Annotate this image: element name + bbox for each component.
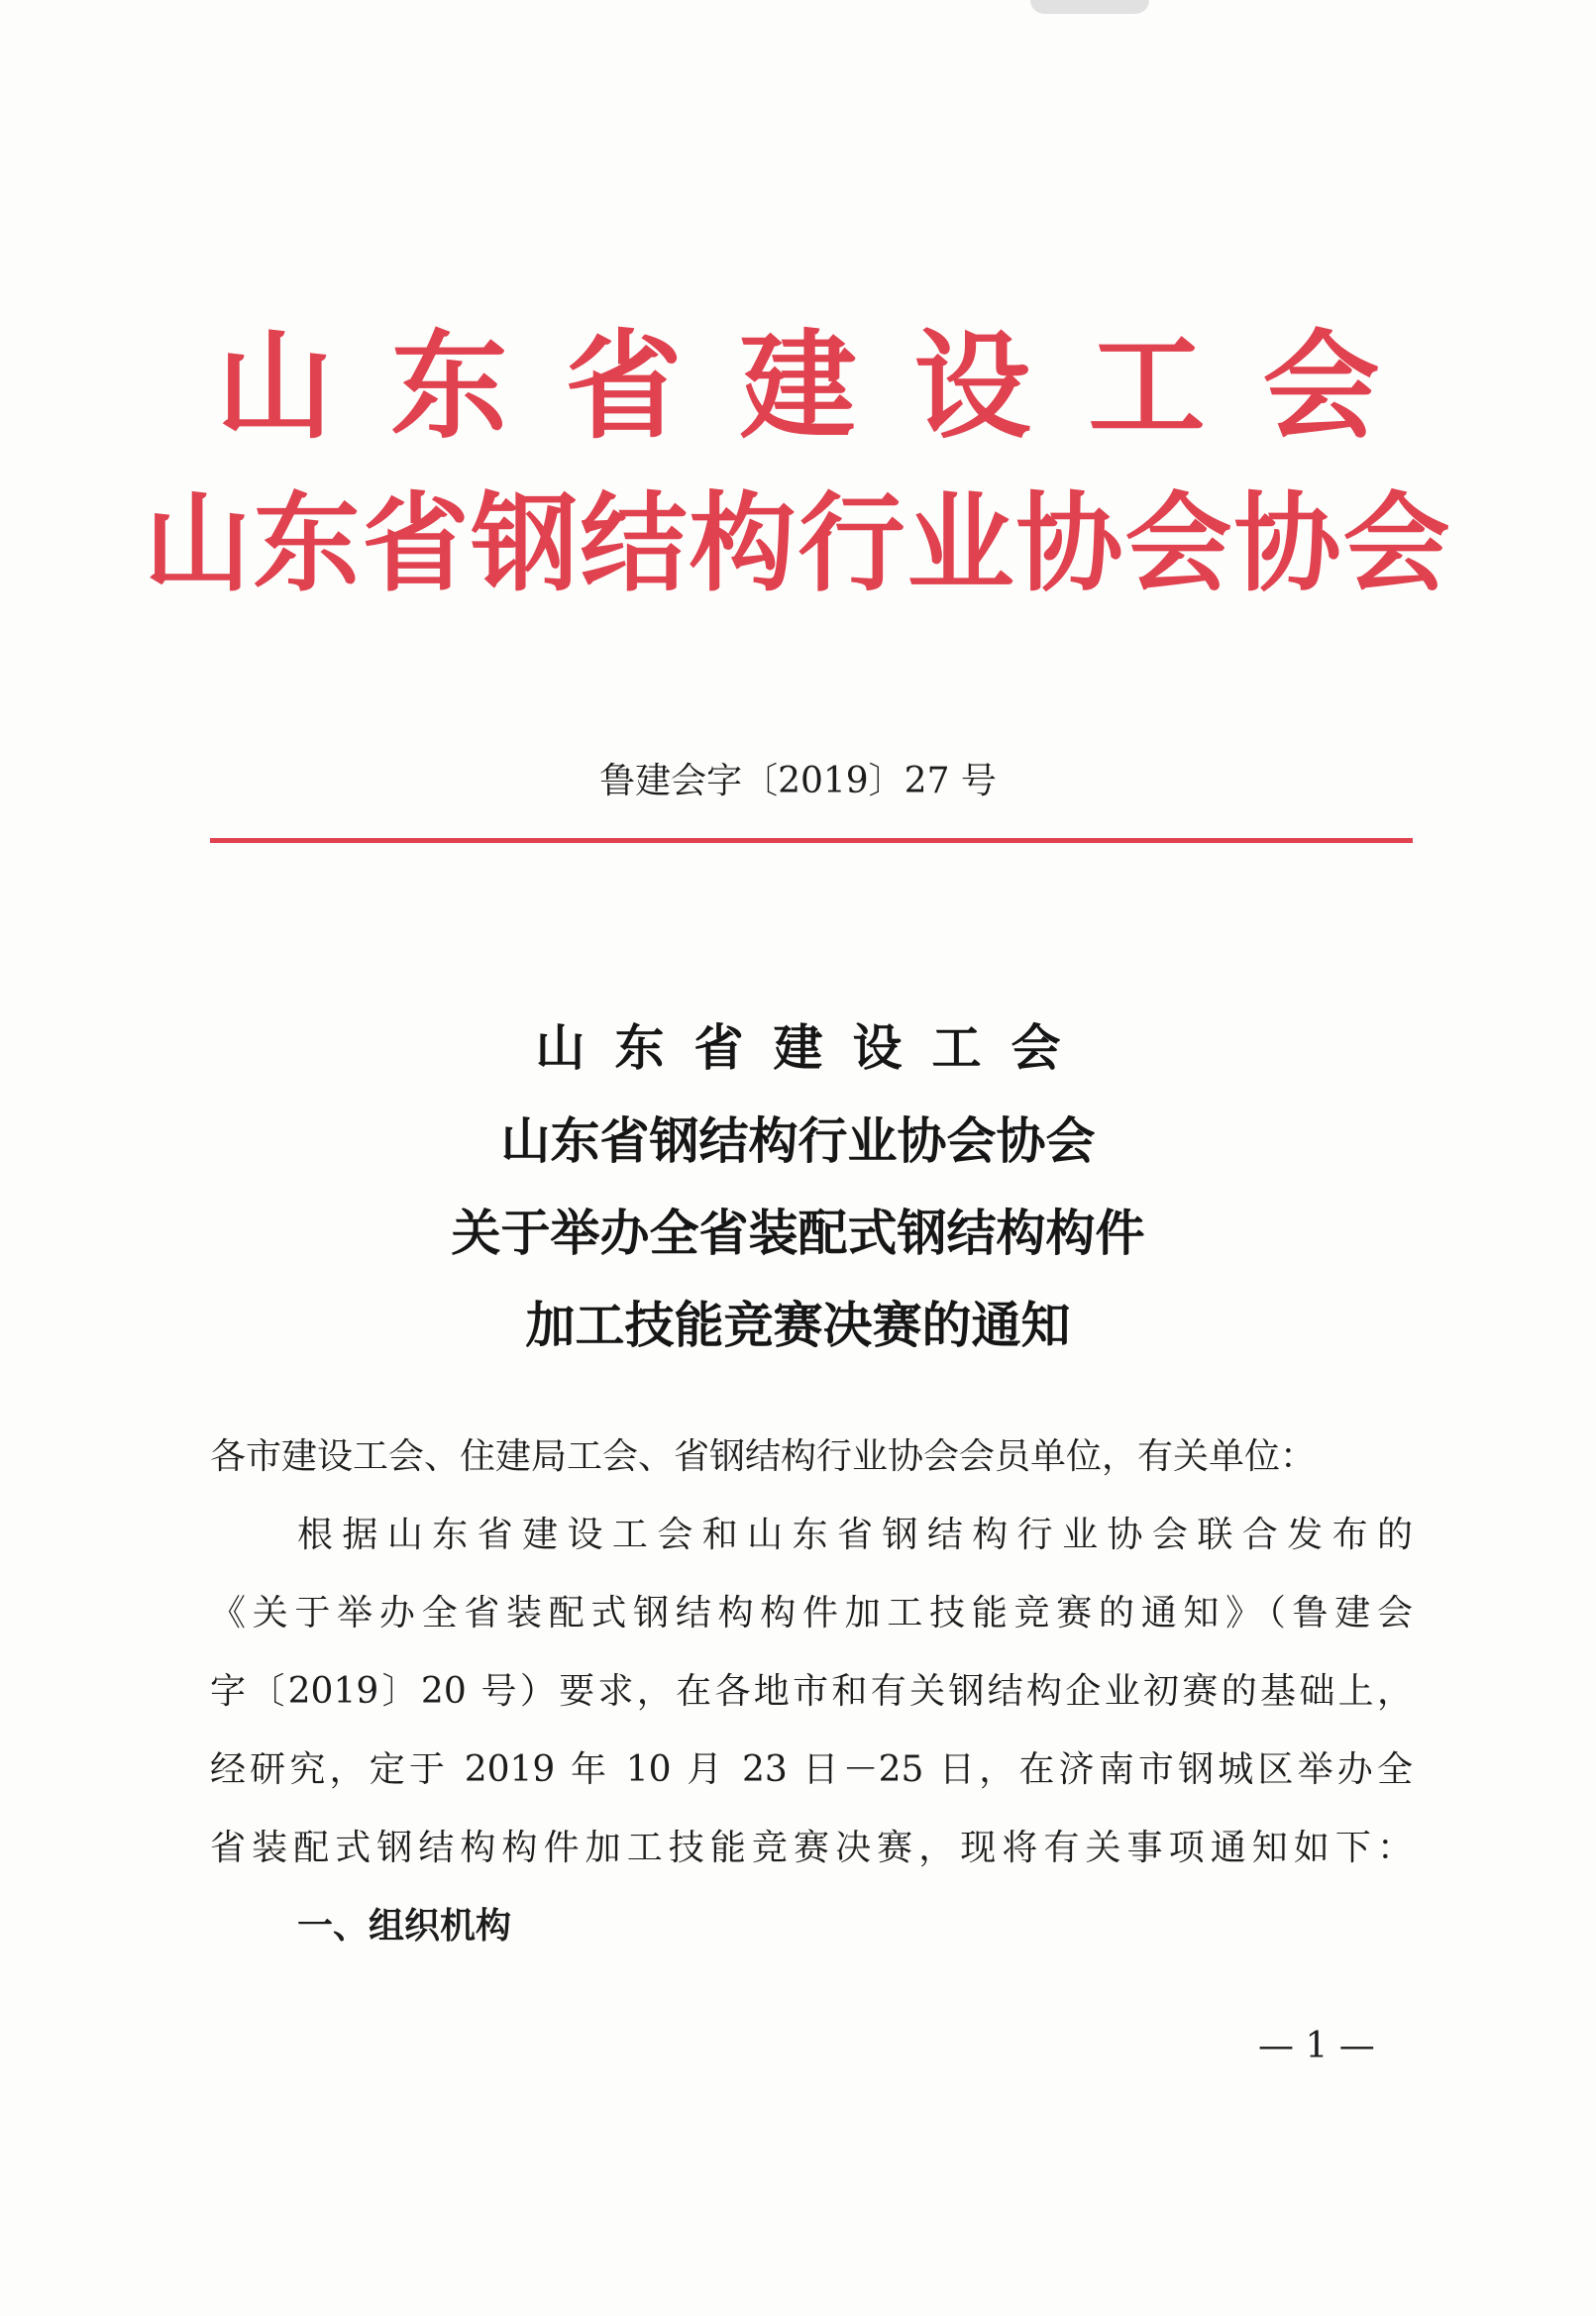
section-heading: 一、组织机构 [297, 1905, 512, 1947]
notice-title-line-2: 山东省钢结构行业协会协会 [500, 1111, 1096, 1170]
issuer-name-1: 山东省建设工会 [216, 317, 1437, 455]
paragraph-line: 省装配式钢结构构件加工技能竞赛决赛，现将有关事项通知如下： [210, 1828, 1413, 1868]
salutation: 各市建设工会、住建局工会、省钢结构行业协会会员单位，有关单位： [210, 1436, 1317, 1477]
document-number: 鲁建会字〔2019〕27 号 [599, 761, 997, 801]
paragraph-line: 经研究，定于 2019 年 10 月 23 日－25 日，在济南市钢城区举办全 [210, 1749, 1413, 1790]
red-divider-line [210, 838, 1413, 843]
page-number: — 1 — [1258, 2026, 1375, 2066]
issuer-name-2: 山东省钢结构行业协会协会 [144, 481, 1452, 606]
notice-title-line-1: 山东省建设工会 [535, 1018, 1091, 1077]
paragraph-line: 字〔2019〕20 号）要求，在各地市和有关钢结构企业初赛的基础上， [210, 1671, 1413, 1712]
scan-artifact [1030, 0, 1149, 14]
paragraph-line: 根据山东省建设工会和山东省钢结构行业协会联合发布的 [297, 1515, 1413, 1555]
notice-title-line-4: 加工技能竞赛决赛的通知 [525, 1296, 1071, 1354]
paragraph-line: 《关于举办全省装配式钢结构构件加工技能竞赛的通知》（鲁建会 [210, 1593, 1413, 1633]
notice-title-line-3: 关于举办全省装配式钢结构构件 [451, 1204, 1145, 1262]
